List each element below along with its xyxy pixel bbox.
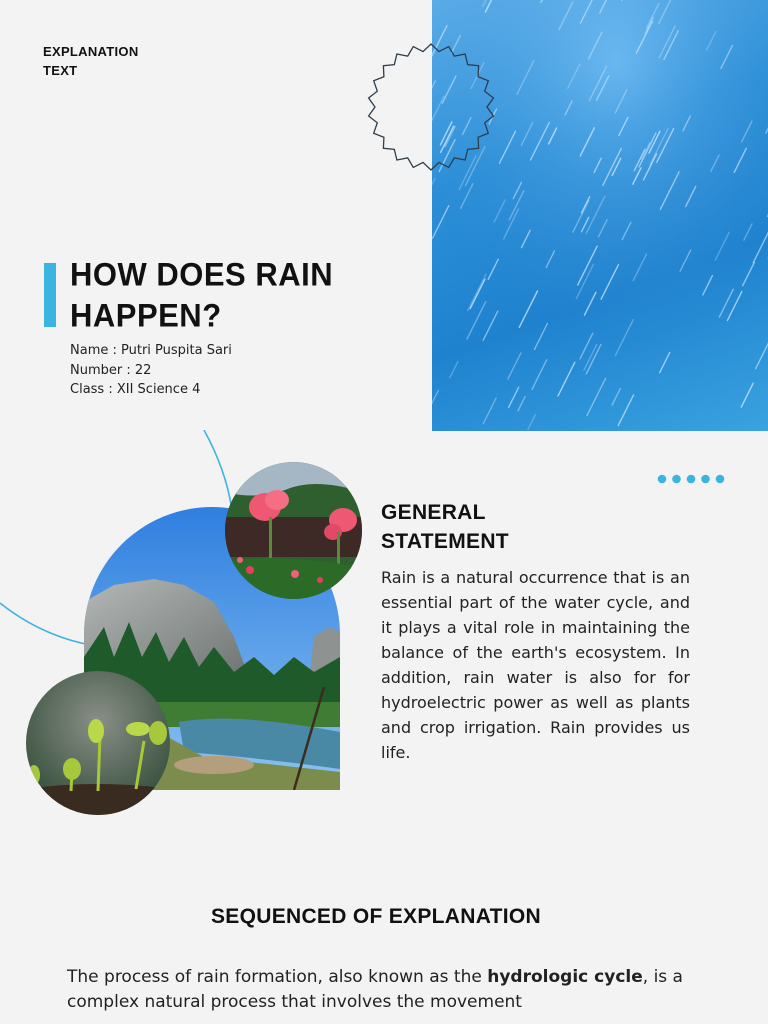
general-statement-body: Rain is a natural occurrence that is an essential part of the water cycle, and it plays a vital role in maintaining the balance of the earth's ecosystem. In addition, rain water is also for for hydroelectric power as well as plants and crop irrigation. Rain provides us life. <box>381 568 690 762</box>
document-type-line-2: TEXT <box>43 63 78 78</box>
general-statement-heading-line-1: GENERAL <box>381 501 486 524</box>
page-title <box>70 254 390 336</box>
sequence-body-text-2: , is a complex natural process that involves the movement <box>67 967 683 1012</box>
author-name: Name : Putri Puspita Sari <box>70 343 232 358</box>
page-title-line-1: HOW DOES RAIN <box>70 256 334 293</box>
page-title-line-2: HAPPEN? <box>70 297 222 334</box>
document-type-label <box>43 42 173 80</box>
sequence-body-text-1: The process of rain formation, also known as the <box>67 967 488 987</box>
general-statement-heading-line-2: STATEMENT <box>381 530 509 553</box>
author-number: Number : 22 <box>70 362 152 378</box>
author-info <box>70 341 232 400</box>
title-accent-bar <box>44 263 56 327</box>
sprouts-photo <box>26 671 170 815</box>
author-class: Class : XII Science 4 <box>70 382 201 397</box>
general-statement-heading <box>381 498 601 556</box>
sequence-heading: SEQUENCED OF EXPLANATION <box>210 905 541 928</box>
document-type-line-1: EXPLANATION <box>43 44 139 59</box>
sequence-body-bold-term: hydrologic cycle <box>487 967 643 987</box>
flowers-photo <box>225 462 362 599</box>
decorative-dots <box>657 474 727 484</box>
scalloped-badge-outline <box>366 42 496 172</box>
sequence-body <box>67 965 683 1015</box>
